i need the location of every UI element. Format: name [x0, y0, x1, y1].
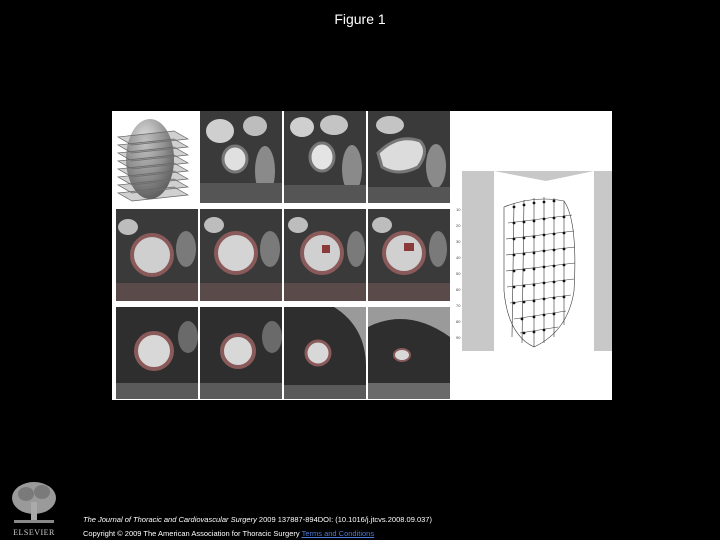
mri-slice-panel	[284, 209, 366, 301]
svg-text:80: 80	[456, 319, 461, 324]
copyright-line	[83, 529, 374, 538]
svg-text:70: 70	[456, 303, 461, 308]
svg-text:90: 90	[456, 335, 461, 340]
journal-name: The Journal of Thoracic and Cardiovascular Surgery	[83, 515, 257, 524]
mri-slice-panel	[368, 209, 450, 301]
terms-and-conditions-link[interactable]: Terms and Conditions	[301, 529, 375, 538]
mri-slice-panel	[368, 307, 450, 399]
copyright-text: Copyright © 2009 The American Association for Thoracic Surgery	[83, 529, 302, 538]
mri-slice-panel	[116, 307, 198, 399]
mri-slice-panel	[284, 307, 366, 399]
mri-slice-panel	[368, 111, 450, 203]
mri-slice-panel	[200, 111, 282, 203]
svg-text:30: 30	[456, 239, 461, 244]
mri-slice-panel	[200, 209, 282, 301]
citation-details: 2009 137887-894DOI: (10.1016/j.jtcvs.2008.09.037)	[256, 515, 432, 524]
mri-slice-panel	[200, 307, 282, 399]
svg-text:20: 20	[456, 223, 461, 228]
publisher-name: ELSEVIER	[13, 528, 55, 537]
figure-image	[112, 111, 612, 400]
citation-line	[83, 515, 432, 524]
mri-slice-panel	[284, 111, 366, 203]
stacked-slices-rendering	[112, 111, 194, 203]
page-title: Figure 1	[334, 11, 386, 27]
svg-text:60: 60	[456, 287, 461, 292]
svg-text:40: 40	[456, 255, 461, 260]
mri-slice-panel	[116, 209, 198, 301]
publisher-logo	[6, 478, 62, 540]
svg-text:10: 10	[456, 207, 461, 212]
svg-text:50: 50	[456, 271, 461, 276]
tree-logo-icon	[6, 478, 62, 526]
ventricle-mesh-model	[454, 111, 612, 400]
